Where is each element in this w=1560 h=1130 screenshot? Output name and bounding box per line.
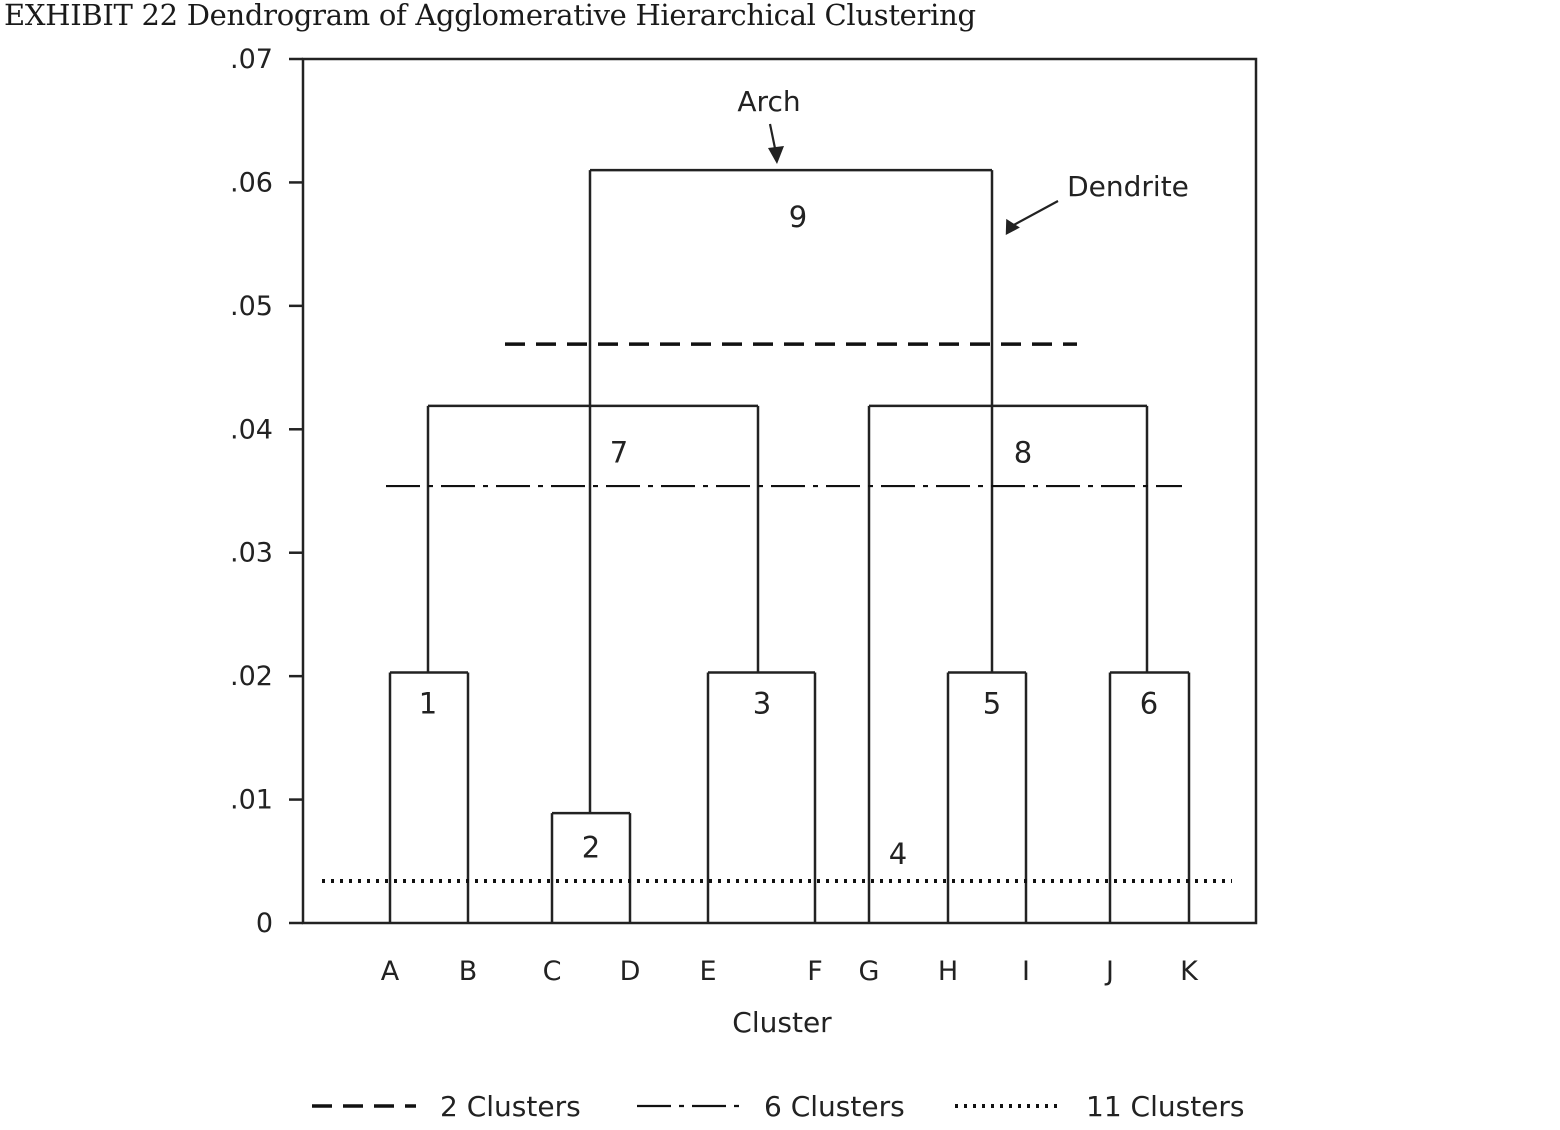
y-tick-label: .01 [230,784,273,816]
cluster-number-label: 4 [888,836,908,871]
x-tick-label: F [807,956,823,987]
cluster-number-label: 3 [752,686,772,721]
y-tick-label: .06 [230,167,273,199]
legend-label: 6 Clusters [764,1090,905,1123]
x-axis-title: Cluster [732,1006,832,1039]
legend-label: 11 Clusters [1086,1090,1245,1123]
x-tick-label: A [380,956,400,987]
x-tick-label: G [858,956,880,987]
x-tick-label: E [699,956,717,987]
annotation-arrowhead [768,146,784,164]
y-tick-label: 0 [255,908,273,939]
x-tick-label: J [1106,956,1114,987]
y-tick-label: .03 [230,537,273,569]
y-tick-label: .02 [230,661,273,693]
annotation-label: Arch [737,85,801,118]
legend-label: 2 Clusters [440,1090,581,1123]
cluster-number-label: 9 [788,199,808,234]
chart-title: EXHIBIT 22 Dendrogram of Agglomerative Hierarchical Clustering [4,0,976,32]
x-tick-label: D [619,956,641,987]
cluster-number-label: 5 [982,686,1002,721]
x-tick-label: C [542,956,562,987]
x-tick-label: K [1180,956,1198,987]
cluster-number-label: 7 [609,435,629,470]
x-tick-label: I [1022,956,1030,987]
annotation-arrow [1010,201,1058,227]
y-tick-label: .05 [230,290,273,322]
cluster-number-label: 8 [1013,435,1033,470]
y-tick-label: .04 [230,414,273,446]
annotation-arrowhead [999,215,1020,235]
x-tick-label: H [937,956,959,987]
cluster-number-label: 1 [418,686,438,721]
cluster-number-label: 2 [581,830,601,865]
annotation-label: Dendrite [1067,170,1189,203]
y-tick-label: .07 [230,44,273,75]
x-tick-label: B [458,956,478,987]
cluster-number-label: 6 [1139,686,1159,721]
